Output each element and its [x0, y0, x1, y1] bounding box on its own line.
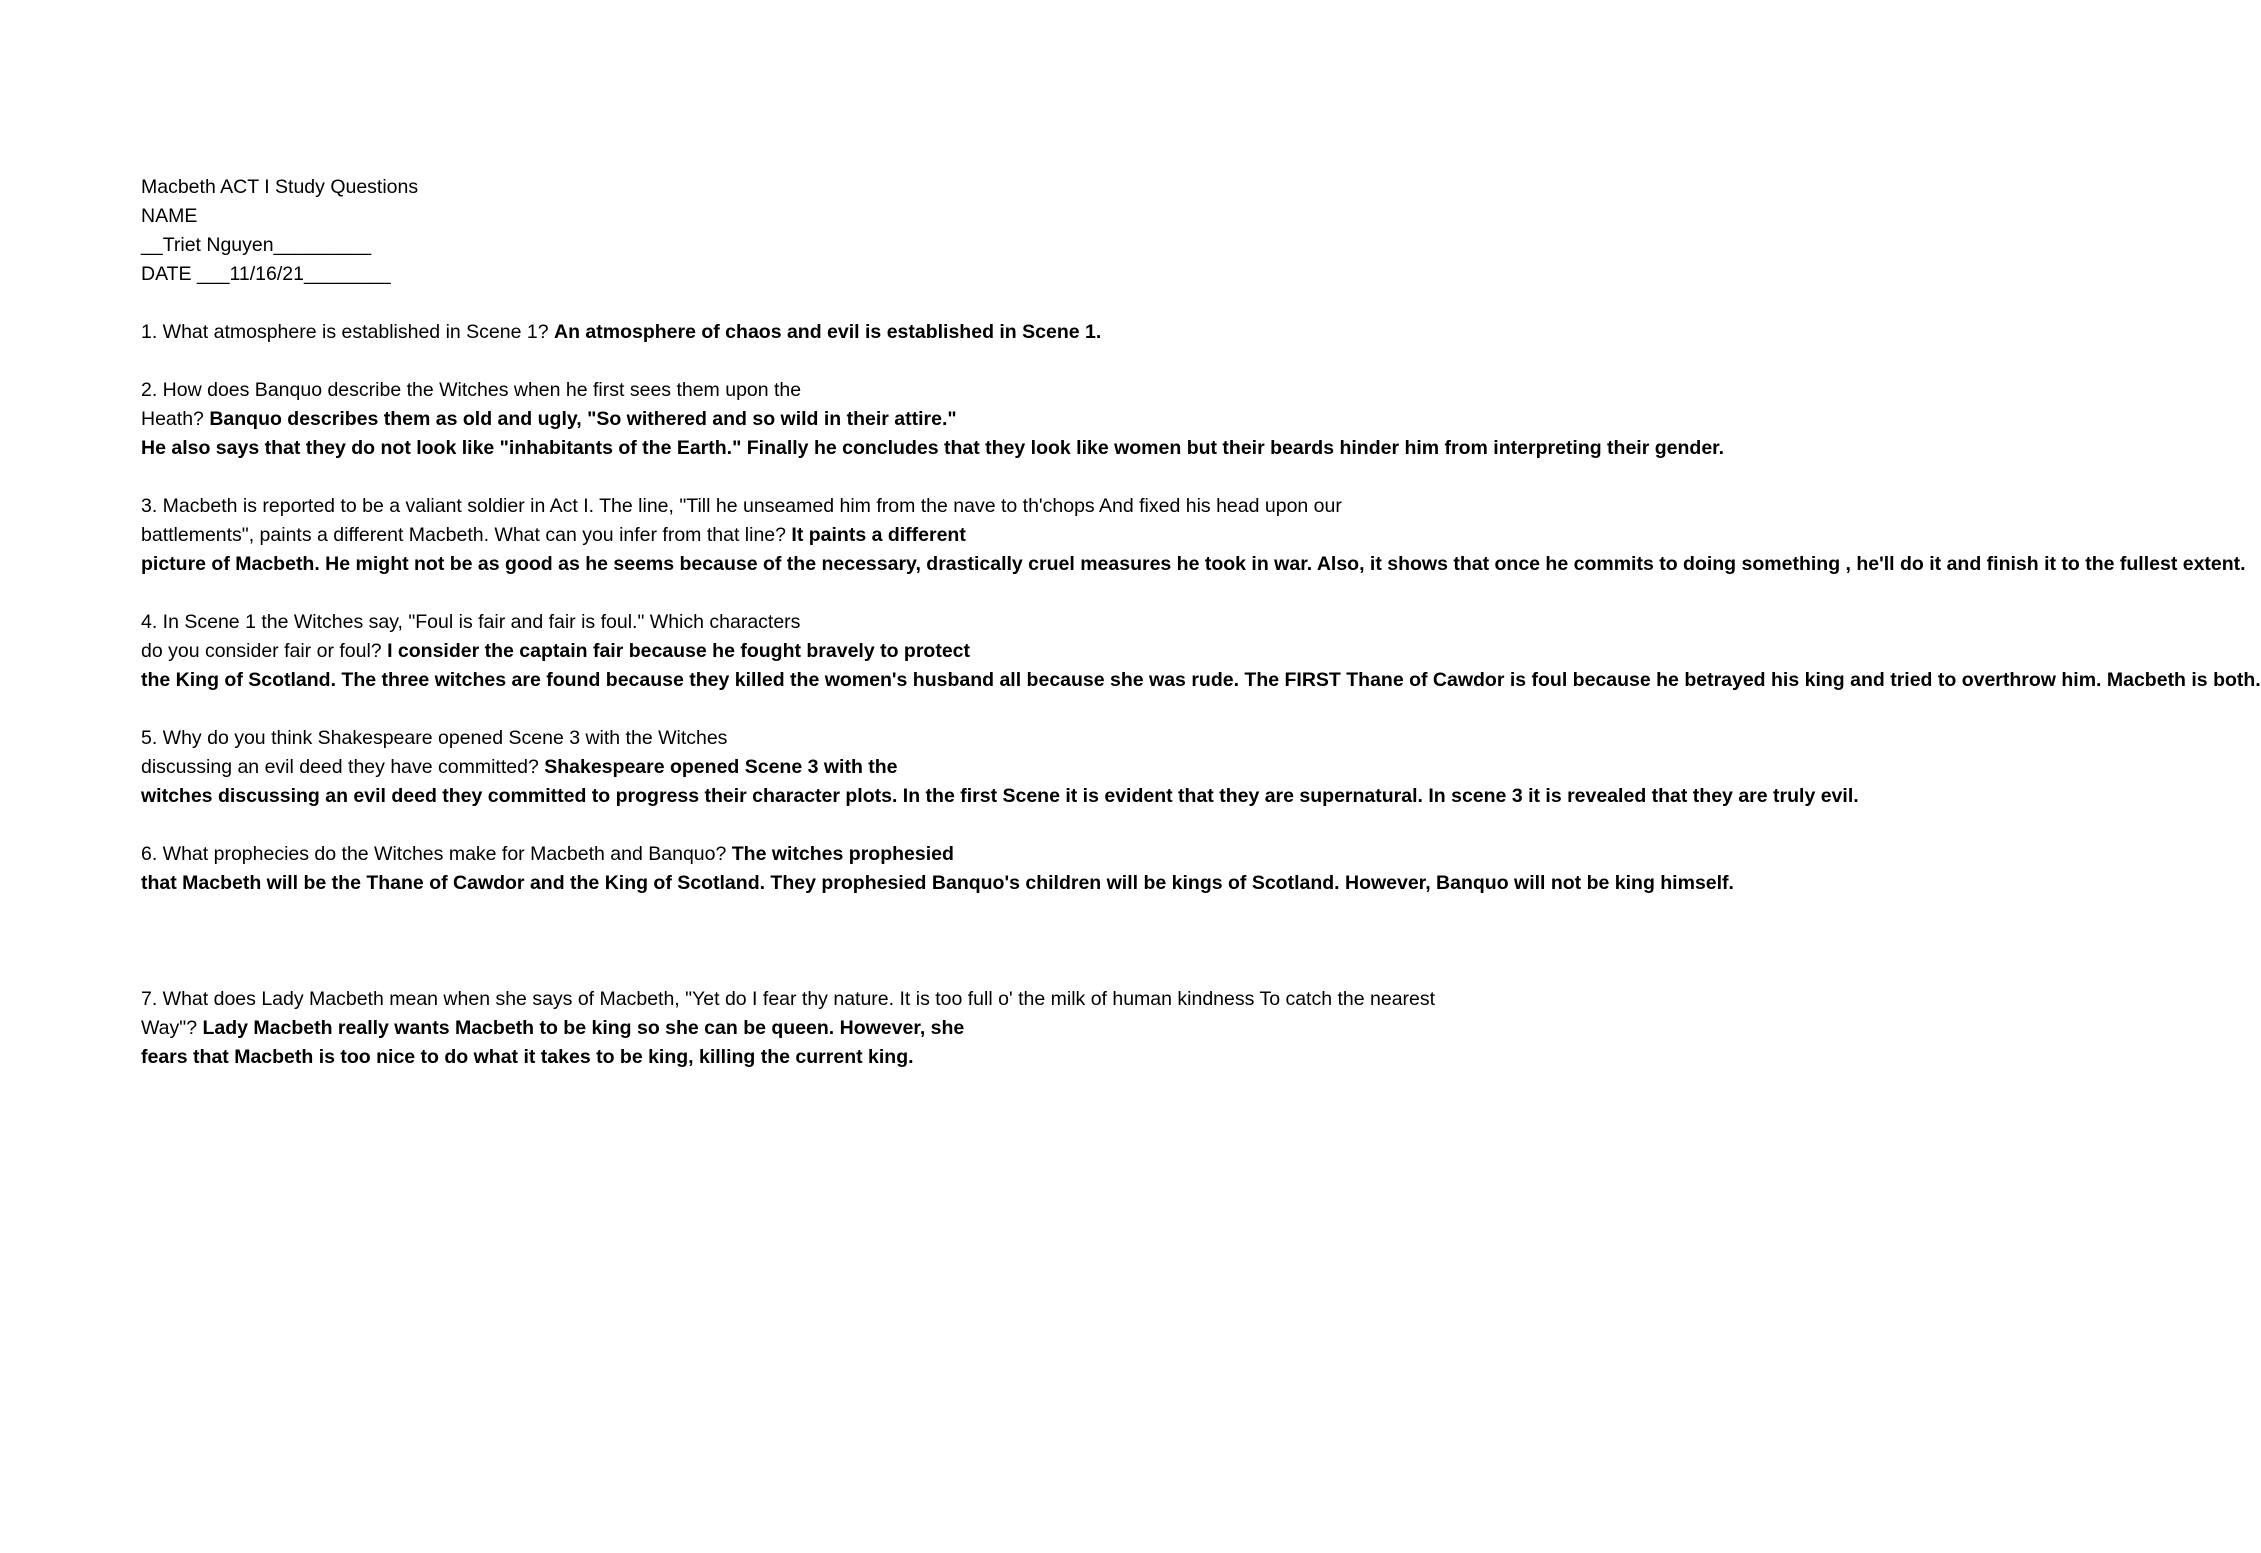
answer-5-line-2: witches discussing an evil deed they committed to progress their character plots. In the	[141, 785, 955, 807]
answer-3-line-1: It paints a different	[791, 524, 966, 546]
question-2-line-1: 2. How does Banquo describe the Witches when he first sees them upon the	[141, 379, 802, 401]
question-1-text: 1. What atmosphere is established in Scene 1?	[141, 321, 554, 343]
answer-2-line-1: Banquo describes them as old and ugly, "So withered and so wild in their attire."	[209, 408, 957, 430]
spacer	[141, 695, 1066, 724]
question-3	[141, 492, 2246, 579]
question-7-line-2: thy nature. It is too full o' the milk of human kindness To catch the nearest	[801, 988, 1436, 1010]
answer-7-line-1: Lady Macbeth really wants Macbeth to be king so she can be queen. However, she	[202, 1017, 965, 1039]
answer-6-line-1: The witches prophesied	[731, 843, 954, 865]
answer-3-line-2: picture of Macbeth. He might not be as good as he seems because of the necessary,	[141, 553, 921, 575]
question-7	[141, 985, 1436, 1072]
answer-1-line-1: An atmosphere of chaos and evil is	[554, 321, 882, 343]
spacer	[141, 898, 1066, 985]
answer-2-line-2: He also says that they do not look like "inhabitants of the Earth." Finally he concludes	[141, 437, 939, 459]
question-2-line-2: Heath?	[141, 408, 210, 430]
question-1	[141, 318, 1102, 347]
spacer	[141, 347, 1066, 376]
answer-4-line-3: husband all because she was rude. The FIRST Thane of Cawdor is foul because he	[912, 669, 1679, 691]
question-4-line-2: do you consider fair or foul?	[141, 640, 388, 662]
name-label: NAME	[141, 205, 198, 227]
date-line: DATE ___11/16/21________	[141, 263, 391, 285]
question-4-line-1: 4. In Scene 1 the Witches say, "Foul is fair and fair is foul." Which characters	[141, 611, 801, 633]
question-5	[141, 724, 1859, 811]
answer-5-line-1: Shakespeare opened Scene 3 with the	[544, 756, 898, 778]
question-7-line-1: 7. What does Lady Macbeth mean when she says of Macbeth, "Yet do I fear	[141, 988, 797, 1010]
answer-3-line-4: something , he'll do it and finish it to the fullest extent.	[1741, 553, 2246, 575]
answer-1-line-2: established in Scene 1.	[886, 321, 1102, 343]
answer-4-line-1: I consider the captain fair because he fought bravely to protect	[387, 640, 971, 662]
answer-4-line-4: betrayed his king and tried to overthrow him. Macbeth is both.	[1684, 669, 2261, 691]
spacer	[141, 289, 1066, 318]
answer-2-line-3: that they look like women but their beards hinder him from interpreting their gender.	[943, 437, 1725, 459]
question-6	[141, 840, 1734, 898]
question-3-line-2: unseamed him from the nave to th'chops And fixed his head upon our	[743, 495, 1342, 517]
question-3-line-3: battlements", paints a different Macbeth. What can you infer from that line?	[141, 524, 792, 546]
question-5-line-1: 5. Why do you think Shakespeare opened Scene 3 with the Witches	[141, 727, 728, 749]
question-5-line-2: discussing an evil deed they have committed?	[141, 756, 545, 778]
answer-5-line-4: truly evil.	[1773, 785, 1859, 807]
question-4	[141, 608, 2261, 695]
answer-5-line-3: first Scene it is evident that they are supernatural. In scene 3 it is revealed that they are	[960, 785, 1768, 807]
answer-7-line-2: fears that Macbeth is too nice to do what it takes to be king, killing the current king.	[141, 1046, 914, 1068]
name-value: __Triet Nguyen_________	[141, 234, 372, 256]
question-7-line-3: Way"?	[141, 1017, 203, 1039]
question-6-line-1: 6. What prophecies do the Witches make for Macbeth and Banquo?	[141, 843, 732, 865]
answer-6-line-3: Banquo's children will be kings of Scotland. However, Banquo will not be king himself.	[931, 872, 1734, 894]
answer-4-line-2: the King of Scotland. The three witches are found because they killed the women's	[141, 669, 908, 691]
document-title: Macbeth ACT I Study Questions	[141, 176, 419, 198]
question-2	[141, 376, 1725, 463]
question-3-line-1: 3. Macbeth is reported to be a valiant soldier in Act I. The line, "Till he	[141, 495, 738, 517]
answer-6-line-2: that Macbeth will be the Thane of Cawdor and the King of Scotland. They prophesied	[141, 872, 927, 894]
spacer	[141, 579, 1066, 608]
spacer	[141, 811, 1066, 840]
document-page	[141, 173, 2261, 1072]
answer-3-line-3: drastically cruel measures he took in war. Also, it shows that once he commits to doing	[926, 553, 1737, 575]
spacer	[141, 463, 1066, 492]
